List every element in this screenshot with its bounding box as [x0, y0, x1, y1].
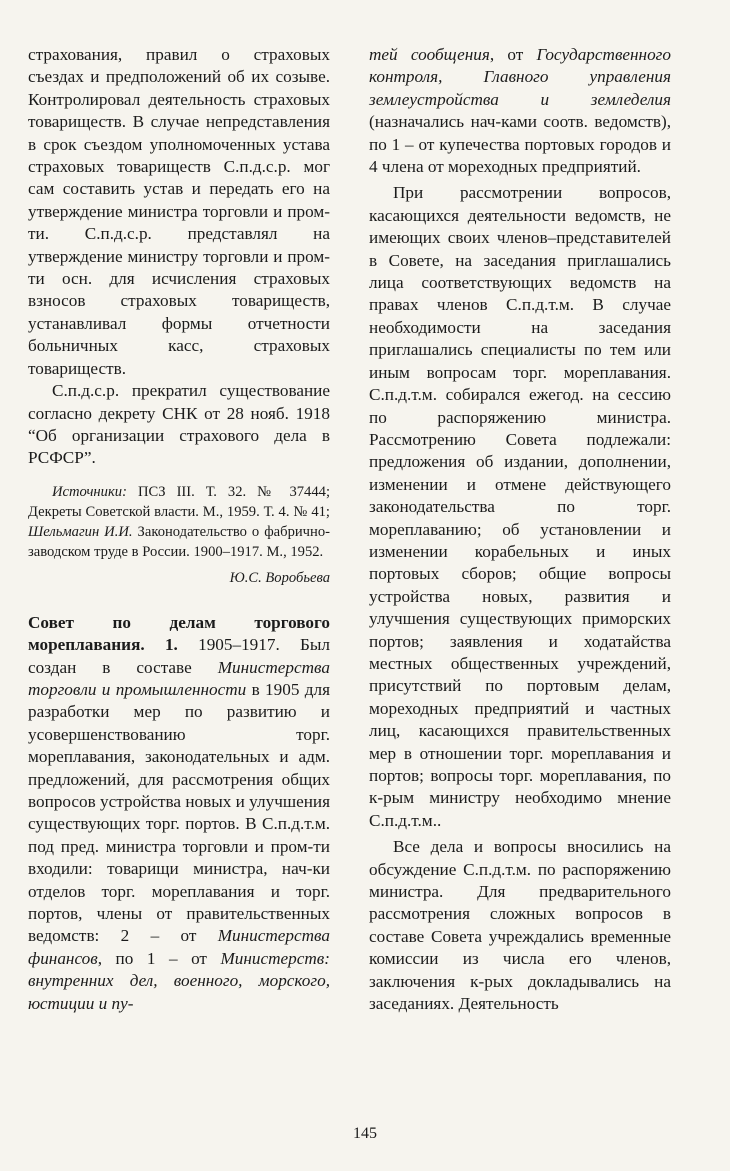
sources-text-1: ПСЗ III. Т. 32. № 37444; Декреты Советской власти. М., 1959. Т. 4. № 41;: [28, 483, 330, 520]
paragraph-members: [369, 44, 671, 178]
paragraph-procedures: Все дела и вопросы вносились на обсуждение С.п.д.т.м. по распоряжению министра. Для предварительного рассмотрения сложных вопросов в составе Совета учреждались временные комиссии из числа его членов, заключения к-рых докладывались на заседаниях. Деятельность: [369, 837, 671, 1014]
paragraph-council-duties: При рассмотрении вопросов, касающихся деятельности ведомств, не имеющих своих членов–представителей в Совете, на заседания приглашались лица соответствующих ведомств на правах членов С.п.д.т.м. В случае необходимости на заседания приглашались специалисты по тем или иным вопросам торг. мореплавания. С.п.д.т.м. собирался ежегод. на сессию по распоряжению министра. Рассмотрению Совета подлежали: предложения об издании, дополнении, изменении и отмене действующего законодательства по торг. мореплаванию; об установлении и изменении корабельных и иных портовых сборов; общие вопросы устройства новых, развития и улучшения существующих приморских портов; заявления и ходатайства местных общественных учреждений, присутствий по портовым делам, мореходных предприятий и частных лиц, касающихся правительственных мер в отношении торг. мореплавания и портов; вопросы торг. мореплавания, по к-рым министру необходимо мнение С.п.д.т.м..: [369, 183, 671, 830]
entry-maritime-council: [28, 612, 330, 1015]
members-text-2: (назначались нач-ками соотв. ведомств), по 1 – от купечества портовых городов и 4 члена от мореходных предприятий.: [369, 112, 671, 177]
sources-text-2: Законодательство о фабрично-заводском труде в России. 1900–1917. М., 1952.: [28, 523, 330, 560]
entry-number: 1.: [144, 635, 178, 655]
entry-title-text: Совет по делам торгового мореплавания.: [28, 612, 330, 655]
sources-note: [28, 482, 330, 562]
members-ministry-link-2: Государственного контроля, Главного управления землеустройства и земледелия: [369, 45, 671, 109]
sources-author-name: Шельмагин И.И.: [28, 523, 133, 540]
members-text-1: , от: [489, 45, 537, 64]
paragraph-termination: С.п.д.с.р. прекратил существование согласно декрету СНК от 28 нояб. 1918 “Об организации страхового дела в РСФСР”.: [28, 381, 330, 468]
paragraph-insurance-council: страхования, правил о страховых съездах и предположений об их созыве. Контролировал деятельность страховых товариществ. В случае непредставления в срок съездом уполномоченных устава страховых товариществ С.п.д.с.р. мог сам составить устав и передать его на утверждение министра торговли и пром-ти. С.п.д.с.р. представлял на утверждение министру торговли и пром-ти осн. для исчисления страховых взносов страховых товариществ, устанавливал формы отчетности больничных касс, страховых товариществ.: [28, 45, 330, 378]
members-ministry-link-1: тей сообщения: [369, 45, 490, 64]
entry-ministry-link-2: Министерства финансов: [28, 926, 330, 968]
article-author: Ю.С. Воробьева: [229, 569, 330, 586]
entry-text-2: в 1905 для разработки мер по развитию и усовершенствованию торг. мореплавания, законодательных и адм. предложений, для рассмотрения общих вопросов устройства новых и улучшения существующих торг. портов. В С.п.д.т.м. под пред. министра торговли и пром-ти входили: товарищи министра, нач-ки отделов торг. мореплавания и торг. портов, члены от правительственных ведомств: 2 – от: [28, 679, 330, 946]
entry-ministry-link-3: Министерств: внутренних дел, военного, морского, юстиции и пу-: [28, 948, 330, 1013]
entry-ministry-link-1: Министерства торговли и промышленности: [28, 657, 330, 699]
left-column: [28, 44, 330, 1015]
sources-label: Источники:: [52, 483, 127, 500]
entry-text-3: , по 1 – от: [97, 948, 221, 968]
right-column: [369, 44, 671, 1015]
entry-text-1: 1905–1917. Был создан в составе: [28, 635, 330, 677]
page-number: 145: [353, 1125, 377, 1142]
